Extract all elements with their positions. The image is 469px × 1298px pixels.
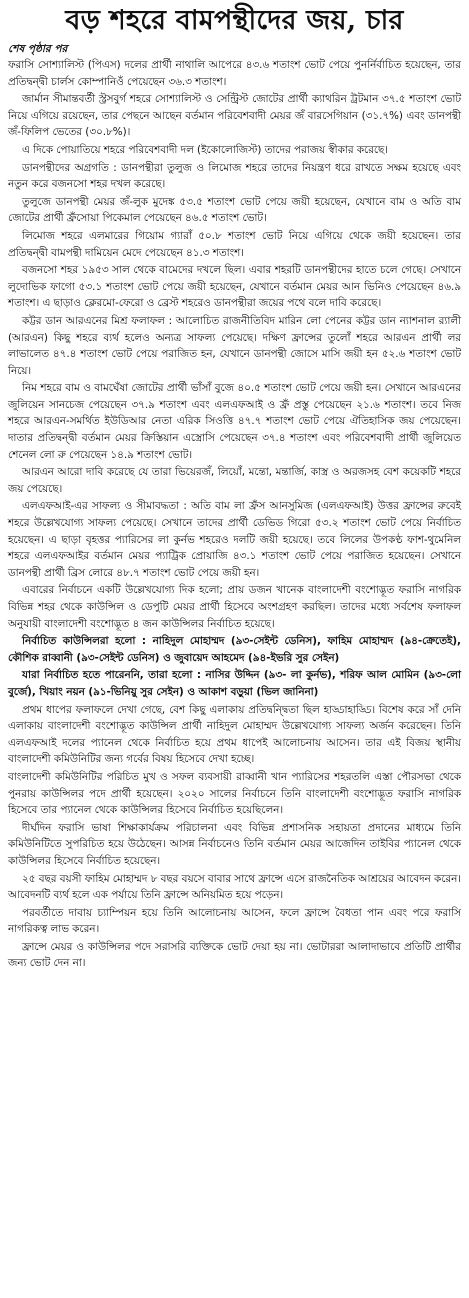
paragraph: প্রথম ধাপের ফলাফলে দেখা গেছে, বেশ কিছু এলাকায় প্রতিদ্বন্দ্বিতা ছিল হাড্ডাহাড্ডি। বিশেষ করে সাঁ দেনি এলাকায় বাংলাদেশী বংশোদ্ভূত কাউন্সিল প্রার্থী নাহিদুল মোহাম্মদ উল্লেখযোগ্য সাফল্য অর্জন করেছেন। তিনি এলএফআই দলের প্যানেল থেকে নির্বাচিত হয়ে প্রথম ধাপেই আলোচনায় আসেন। তার এই বিজয় স্থানীয় বাংলাদেশী কমিউনিটির জন্য গর্বের বিষয় হিসেবে দেখা হচ্ছে। [8,703,461,766]
paragraph: নিম শহরে বাম ও বামঘেঁষা জোটের প্রার্থী ভাঁসাঁ বুজে ৪০.৫ শতাংশ ভোট পেয়ে জয়ী হন। সেখানে আরএনের জুলিয়েন সানচেজ পেয়েছেন ৩৭.৯ শতাংশ এবং এলএফআই ও ফ্রঁ প্রস্তু পেয়েছেন ২১.৬ শতাংশ। তবে নিজ শহরে আরএন-সমর্থিত ইউডিআর নেতা এরিক সিওত্তি ৪৭.৭ শতাংশ ভোট পেয়ে ঐতিহাসিক জয় পেয়েছেন। দাতার প্রতিদ্বন্দ্বী বর্তমান মেয়র ক্রিস্তিয়ান এস্ত্রোসি পেয়েছেন ৩৭.৪ শতাংশ এবং পরিবেশবাদী প্রার্থী জুলিয়েত শেনেল লো রু পেয়েছেন ১৪.৯ শতাংশ ভোট। [8,382,461,461]
article-body [8,57,461,972]
paragraph: ফরাসি সোশ্যালিস্ট (পিএস) দলের প্রার্থী নাথালি আপেরে ৪৩.৬ শতাংশ ভোট পেয়ে পুনর্নির্বাচিত হয়েছেন, তার প্রতিদ্বন্দ্বী চার্লস কোম্পানিওঁ পেয়েছেন ৩৬.৩ শতাংশ। [8,59,461,88]
paragraph: পরবর্তীতে দাবায় চ্যাম্পিয়ন হয়ে তিনি আলোচনায় আসেন, ফলে ফ্রান্সে বৈধতা পান এবং পরে ফরাসি নাগরিকত্ব লাভ করেন। [8,906,461,936]
paragraph: এবারের নির্বাচনে একটি উল্লেখযোগ্য দিক হলো; প্রায় ডজন খানেক বাংলাদেশী বংশোদ্ভূত ফরাসি নাগরিক বিভিন্ন শহর থেকে কাউন্সিল ও ডেপুটি মেয়র প্রার্থী হিসেবে অংশগ্রহণ করছিল। তাদের মধ্যে সর্বশেষ ফলাফল অনুযায়ী বাংলাদেশী বংশোদ্ভূত ৪ জন কাউন্সিলর নির্বাচিত হয়েছে। [8,584,461,630]
paragraph: ডানপন্থীদের অগ্রগতি : ডানপন্থীরা তুলুজ ও লিমোজ শহরে তাদের নিয়ন্ত্রণ ধরে রাখতে সক্ষম হয়েছে এবং নতুন করে বজনসো শহর দখল করেছে। [8,161,461,191]
not-elected-paragraph: যারা নির্বাচিত হতে পারেননি, তারা হলো : নাসির উদ্দিন (৯৩- লা কুর্নভ), শরিফ আল মোমিন (৯৩-লো বুর্জে), খিয়াং নয়ন (৯১-ভিনিয়ু সুর সেইন) ও আকাশ বড়ুয়া (ভিল জানিনা) [8,669,461,698]
headline: বড় শহরে বামপন্থীদের জয়, চার [65,5,404,36]
paragraph: এলএফআই-এর সাফল্য ও সীমাবদ্ধতা : অতি বাম লা ফ্রঁস আনসুমিজ (এলএফআই) উত্তর ফ্রান্সের রুবেই শহরে উল্লেখযোগ্য সাফল্য পেয়েছে। সেখানে তাদের প্রার্থী ডেভিড গিরো ৫৩.২ শতাংশ ভোট পেয়ে নির্বাচিত হয়েছেন। এ ছাড়া বৃহত্তর প্যারিসের লা কুর্নভ শহরেও দলটি জয়ী হয়েছে। তবে লিলের উপকণ্ঠ ফাশ-থুমেনিল শহরে এলএফআইর বর্তমান মেয়র প্যাট্রিক প্রোয়াজি ৪৩.১ শতাংশ ভোট পেয়ে পরাজিত হয়েছেন। সেখানে ডানপন্থী প্রার্থী ব্রিস লোরে ৪৮.৭ শতাংশ ভোট পেয়ে জয়ী হন। [8,500,461,579]
paragraph: জার্মান সীমান্তবর্তী স্ট্রসবুর্গ শহরে সোশ্যালিস্ট ও সেন্ট্রিস্ট জোটের প্রার্থী ক্যাথরিন ট্রটমান ৩৭.৫ শতাংশ ভোট নিয়ে এগিয়ে রয়েছেন, তার পেছনে আছেন বর্তমান পরিবেশবাদী মেয়র জঁ বারসেগিয়ান (৩১.৭%) এবং ডানপন্থী জঁ-ফিলিপ ভেতের (৩০.৮%)। [8,93,461,139]
paragraph: বাংলাদেশী কমিউনিটির পরিচিত মুখ ও সফল ব্যবসায়ী রাব্বানী খান প্যারিসের শহরতলি এস্তা পৌরসভা থেকে পুনরায় কাউন্সিলর পদে প্রার্থী হয়েছেন। ২০২০ সালের নির্বাচনে তিনি বাংলাদেশী বংশোদ্ভূত ফরাসি নাগরিক হিসেবে তার প্যানেল থেকে কাউন্সিলর হিসেবে নির্বাচিত হয়েছিলেন। [8,770,461,817]
paragraph: এ দিকে পোয়াতিয়ে শহরে পরিবেশবাদী দল (ইকোলোজিস্ট) তাদের পরাজয় স্বীকার করেছে। [22,143,389,156]
paragraph: তুলুজে ডানপন্থী মেয়র জঁ-লুক মুদেঙ্ক ৫৩.৫ শতাংশ ভোট পেয়ে জয়ী হয়েছেন, যেখানে বাম ও অতি বাম জোটের প্রার্থী ফ্রঁসোয়া পিকেমাল পেয়েছেন ৪৬.৫ শতাংশ ভোট। [8,195,461,225]
continued-from-label: শেষ পৃষ্ঠার পর [8,43,68,55]
paragraph: ফ্রান্সে মেয়র ও কাউন্সিলর পদে সরাসরি ব্যক্তিকে ভোট দেয়া হয় না। ভোটাররা আলাদাভাবে প্রতিটি প্রার্থীর জন্য ভোট দেন না। [8,940,461,970]
paragraph: কট্টর ডান আরএনের মিশ্র ফলাফল : আলোচিত রাজনীতিবিদ মারিন লো পেনের কট্টর ডান ন্যাশনাল র‍্যালী (আরএন) কিছু শহরে ব্যর্থ হলেও অন্যত্র সাফল্য পেয়েছে। দক্ষিণ ফ্রান্সের তুলোঁ শহরে আরএন প্রার্থী লর লাভালেত ৪৭.৪ শতাংশ ভোট পেয়ে পরাজিত হন, যেখানে ডানপন্থী জোসে মাসি জয়ী হন ৫২.৬ শতাংশ ভোট নিয়ে। [8,314,461,377]
paragraph: ২৫ বছর বয়সী ফাহিম মোহাম্মদ ৮ বছর বয়সে বাবার সাথে ফ্রান্সে এসে রাজনৈতিক আশ্রয়ের আবেদন করেন। আবেদনটি ব্যর্থ হলে এক পর্যায়ে তিনি ফ্রান্সে অনিয়মিত হয়ে পড়েন। [8,872,461,902]
paragraph: লিমোজ শহরে এলমারের গিয়োম গ্যারাঁ ৫০.৮ শতাংশ ভোট নিয়ে এগিয়ে থেকে জয়ী হয়েছেন। তার প্রতিদ্বন্দ্বী বামপন্থী দামিয়েন মেদে পেয়েছেন ৪১.৩ শতাংশ। [8,229,461,259]
paragraph: বজনসো শহর ১৯৫৩ সাল থেকে বামেদের দখলে ছিল। এবার শহরটি ডানপন্থীদের হাতে চলে গেছে। সেখানে লুদোভিক ফাগো ৫৩.১ শতাংশ ভোট পেয়ে জয়ী হয়েছেন, যেখানে বর্তমান মেয়র আন ভিনিও পেয়েছেন ৪৬.৯ শতাংশ। এ ছাড়াও ক্লেরমো-ফেরো ও ব্রেস্ট শহরেও ডানপন্থীরা জয়ের পথে বলে দাবি করেছে। [8,264,461,310]
paragraph: আরএন আরো দাবি করেছে যে তারা ভিয়েরজঁ, লিয়োঁ, মন্তো, মন্তার্জি, কাস্ত্র ও অরজসহ বেশ কয়েকটি শহরে জয় পেয়েছে। [8,466,461,495]
elected-councillors-paragraph: নির্বাচিত কাউন্সিলরা হলো : নাহিদুল মোহাম্মদ (৯৩-সেইন্ট ডেনিস), ফাহিম মোহাম্মদ (৯৪-ক্রেতেই), কৌশিক রাব্বানী (৯৩-সেইন্ট ডেনিস) ও জুবায়েদ আহমেদ (৯৪-ইভরি সুর সেইন) [8,635,461,664]
paragraph: দীর্ঘদিন ফরাসি ভাষা শিক্ষাকার্যক্রম পরিচালনা এবং বিভিন্ন প্রশাসনিক সহায়তা প্রদানের মাধ্যমে তিনি কমিউনিটিতে সুপরিচিত হয়ে উঠেছেন। আসন্ন নির্বাচনেও তিনি বর্তমান মেয়র আজেদিন তাইবির প্যানেল থেকে কাউন্সিলর হিসেবে নির্বাচিত হয়েছেন। [8,821,461,867]
